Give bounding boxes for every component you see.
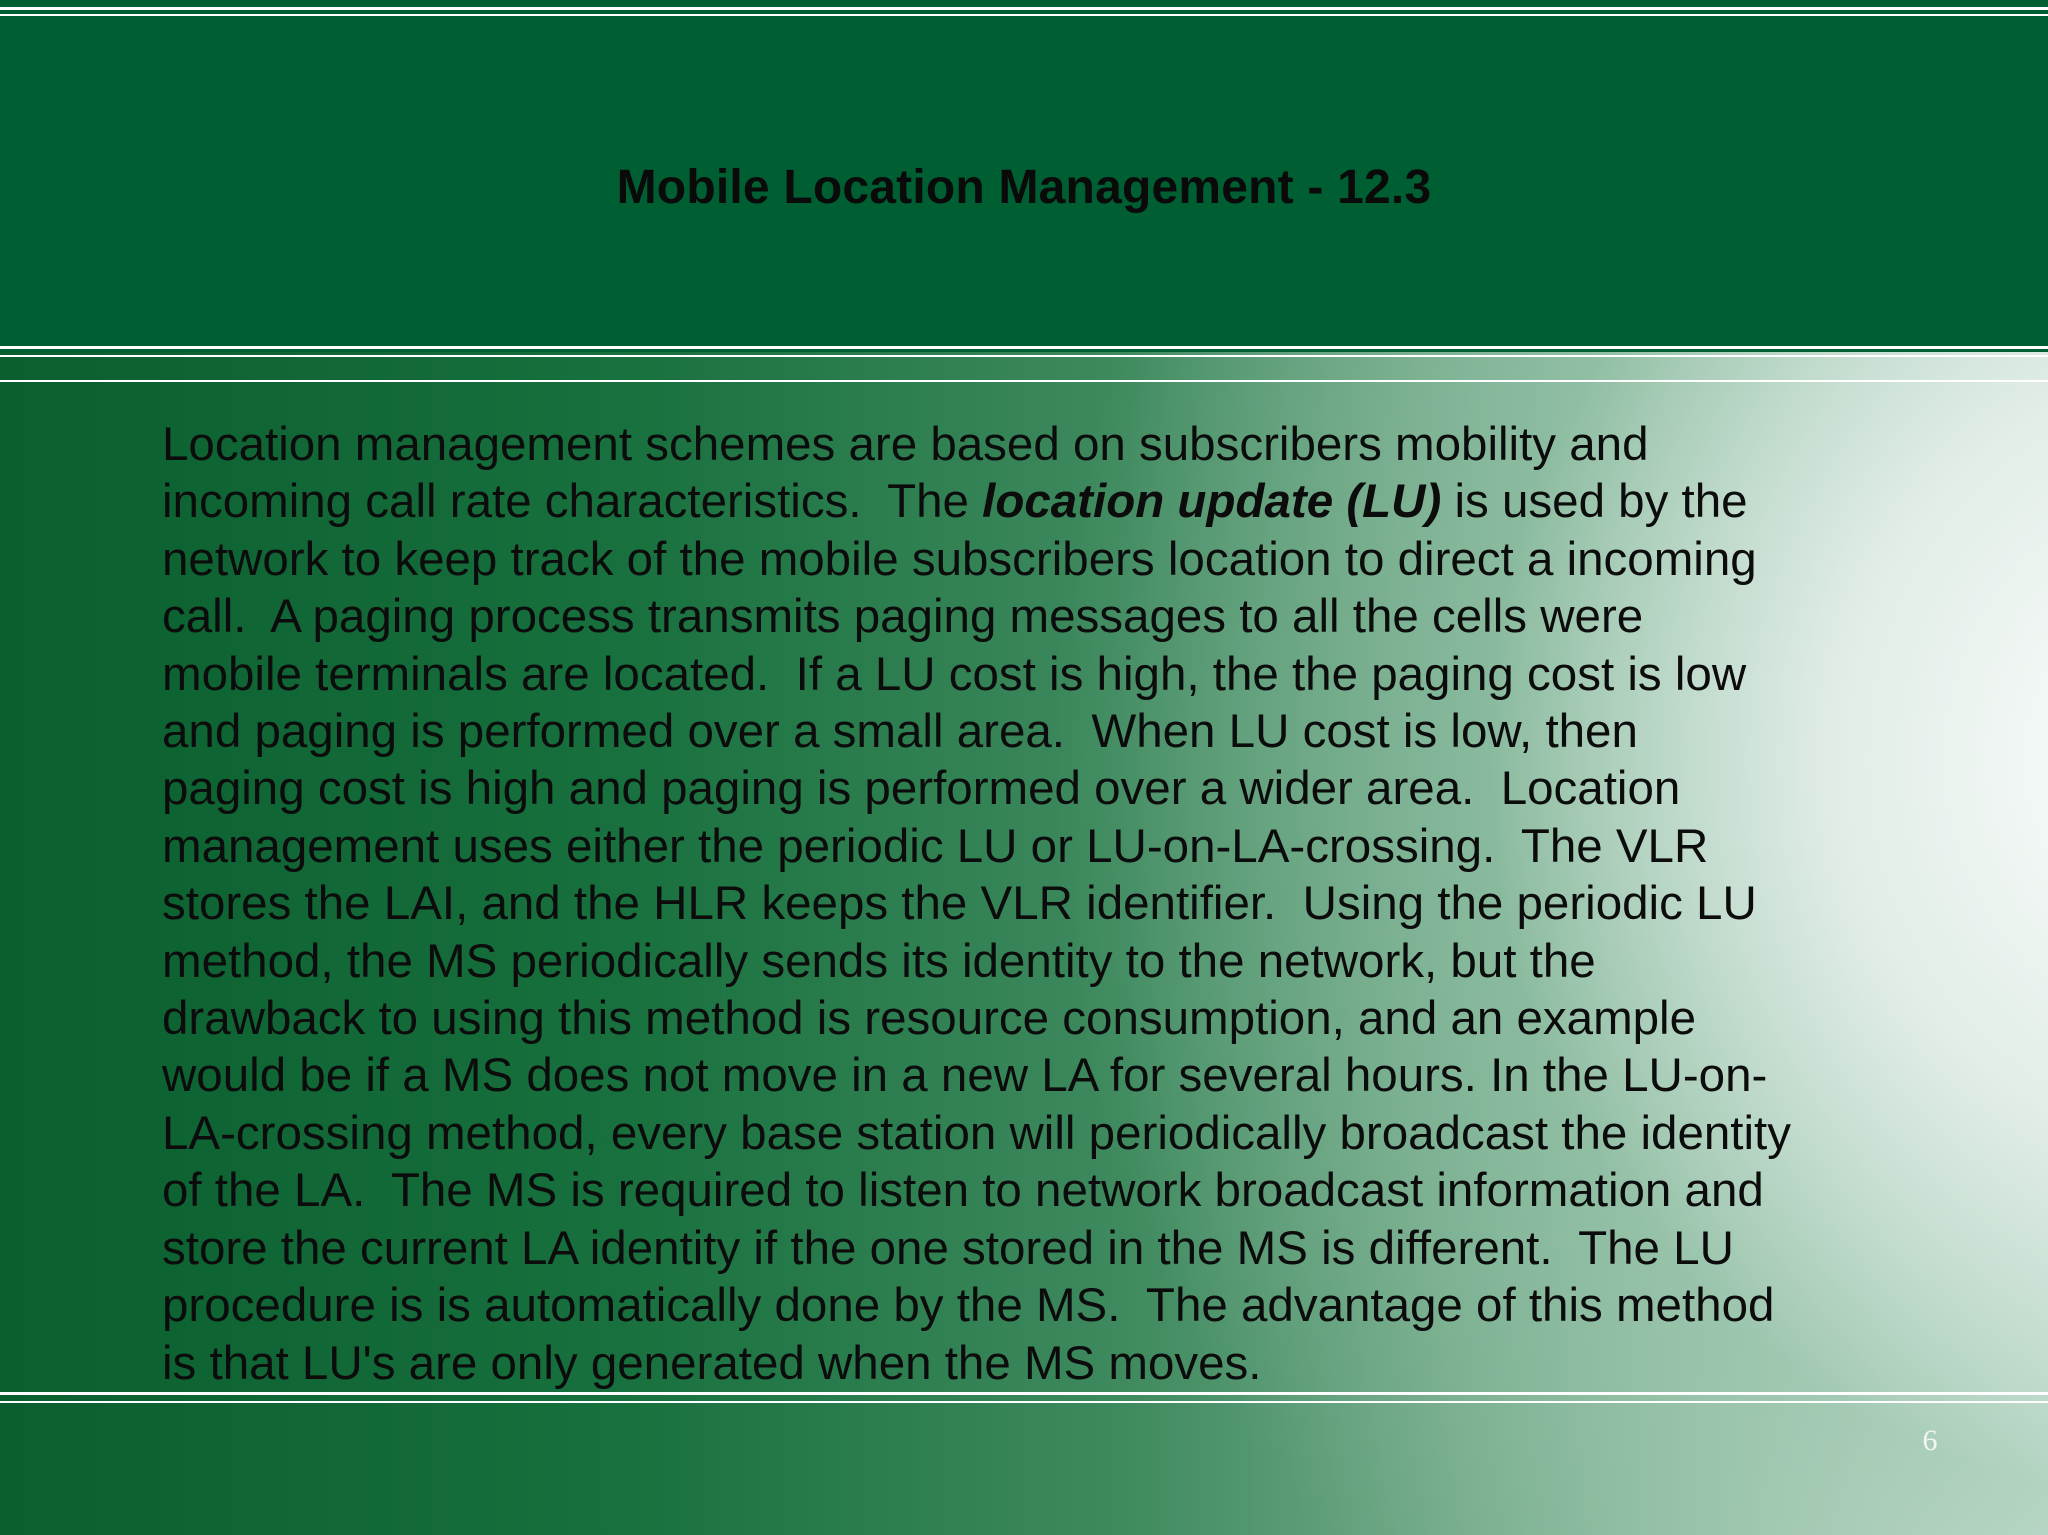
body-line: incoming call rate characteristics. The	[162, 475, 983, 529]
top-rule-thin	[0, 14, 2048, 16]
top-rule	[0, 7, 2048, 10]
slide-title: Mobile Location Management - 12.3	[616, 161, 1432, 214]
body-line: Location management schemes are based on subscribers mobility and	[162, 418, 1649, 471]
body-line: drawback to using this method is resource consumption, and an example	[162, 992, 1697, 1046]
body-line: mobile terminals are located. If a LU cost is high, the the paging cost is low	[162, 647, 1747, 701]
body-line: stores the LAI, and the HLR keeps the VLR identifier. Using the periodic LU	[162, 877, 1757, 931]
body-line: LA-crossing method, every base station will periodically broadcast the identity	[162, 1106, 1792, 1160]
body-line: network to keep track of the mobile subscribers location to direct a incoming	[162, 532, 1757, 586]
body-line: is used by the	[1441, 475, 1748, 529]
body-line: and paging is performed over a small area. When LU cost is low, then	[162, 705, 1638, 759]
header-divider-upper	[0, 346, 2048, 349]
header-divider-middle	[0, 355, 2048, 357]
body-line: store the current LA identity if the one stored in the MS is different. The LU	[162, 1221, 1734, 1275]
body-line: management uses either the periodic LU or LU-on-LA-crossing. The VLR	[162, 819, 1709, 873]
body-line: is that LU's are only generated when the MS moves.	[162, 1336, 1262, 1390]
body-line: call. A paging process transmits paging messages to all the cells were	[162, 590, 1644, 644]
body-line: paging cost is high and paging is performed over a wider area. Location	[162, 762, 1681, 816]
body-line: method, the MS periodically sends its identity to the network, but the	[162, 934, 1596, 988]
footer-divider-upper	[0, 1392, 2048, 1395]
body-line: would be if a MS does not move in a new LA for several hours. In the LU-on-	[162, 1049, 1768, 1103]
body-line: procedure is is automatically done by the MS. The advantage of this method	[162, 1279, 1775, 1333]
body-line: of the LA. The MS is required to listen to network broadcast information and	[162, 1164, 1764, 1218]
slide-number: 6	[1922, 1424, 1938, 1457]
footer-divider-lower	[0, 1401, 2048, 1403]
body-paragraph	[162, 416, 1962, 1392]
header-divider-lower	[0, 380, 2048, 382]
location-update-term: location update (LU)	[982, 475, 1442, 529]
